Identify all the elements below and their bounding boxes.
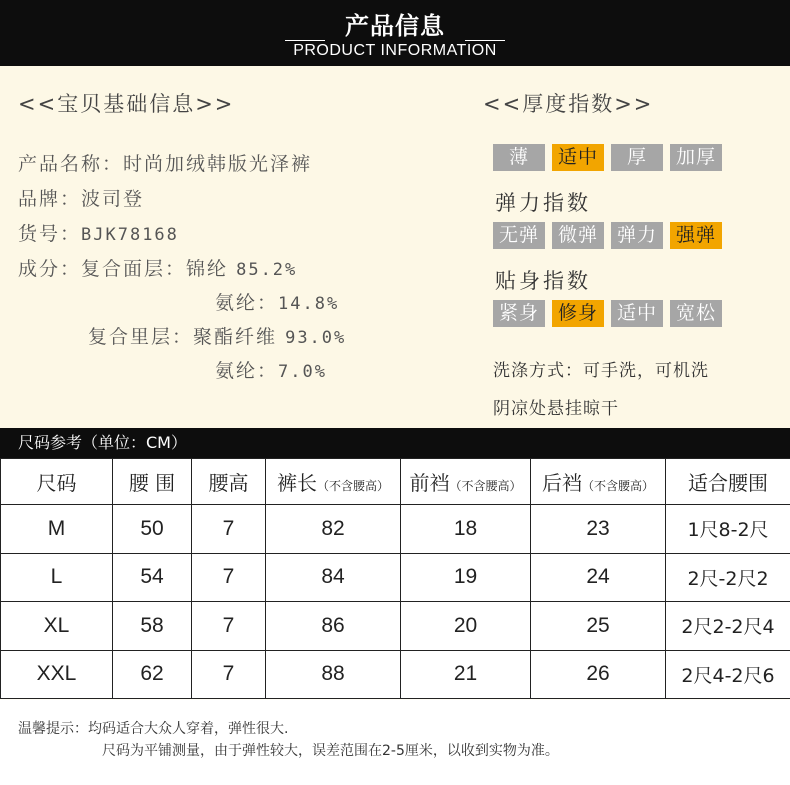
composition-outer-1	[18, 254, 297, 281]
size-cell: L	[1, 553, 113, 602]
composition-label: 成分：	[18, 258, 82, 280]
inner-fiber-1: 聚酯纤维	[193, 326, 278, 348]
size-col-header	[401, 459, 531, 505]
sku-value: BJK78168	[81, 225, 179, 245]
size-cell: M	[1, 505, 113, 554]
size-col-label: 后裆	[541, 471, 582, 495]
size-cell: 26	[531, 650, 666, 699]
index-chip-selected: 强弹	[670, 222, 722, 249]
size-col-label: 尺码	[36, 471, 77, 495]
fit-chips	[493, 300, 722, 327]
size-cell: 7	[192, 650, 266, 699]
size-col-label: 适合腰围	[688, 471, 768, 495]
index-chip: 微弹	[552, 222, 604, 249]
header-banner	[0, 0, 790, 66]
index-chip-selected: 适中	[552, 144, 604, 171]
size-cell: 23	[531, 505, 666, 554]
size-table-body	[1, 505, 790, 699]
size-cell: 2尺4-2尺6	[666, 650, 790, 699]
size-cell: XXL	[1, 650, 113, 699]
inner-label: 复合里层：	[88, 326, 194, 348]
size-cell: 2尺-2尺2	[666, 553, 790, 602]
tip-line-2: 尺码为平铺测量，由于弹性较大，误差范围在2-5厘米，以收到实物为准。	[102, 743, 559, 759]
wash-method: 洗涤方式：可手洗，可机洗	[493, 361, 709, 381]
size-col-label: 前裆	[409, 471, 450, 495]
index-chip: 厚	[611, 144, 663, 171]
size-col-header	[192, 459, 266, 505]
size-cell: 86	[266, 602, 401, 651]
size-col-header	[1, 459, 113, 505]
outer-fiber-2: 氨纶：	[215, 292, 279, 314]
composition-outer-2	[215, 288, 339, 315]
size-cell: 25	[531, 602, 666, 651]
page-subtitle: PRODUCT INFORMATION	[293, 42, 497, 59]
inner-pct-2: 7.0%	[278, 362, 327, 382]
size-cell: 82	[266, 505, 401, 554]
notes	[0, 700, 790, 785]
size-col-label: 裤长	[276, 471, 317, 495]
dry-method: 阴凉处悬挂晾干	[493, 399, 619, 419]
size-cell: 50	[113, 505, 192, 554]
tip-line-1: 温馨提示：均码适合大众人穿着，弹性很大.	[18, 721, 289, 737]
composition-inner-1	[88, 322, 346, 349]
index-chip: 宽松	[670, 300, 722, 327]
brand: 品牌：波司登	[18, 188, 145, 210]
size-col-header	[666, 459, 790, 505]
size-col-label: 腰 围	[128, 471, 176, 495]
size-cell: 24	[531, 553, 666, 602]
inner-pct-1: 93.0%	[285, 328, 347, 348]
size-col-header	[531, 459, 666, 505]
index-chip: 无弹	[493, 222, 545, 249]
index-chip: 薄	[493, 144, 545, 171]
index-chip: 适中	[611, 300, 663, 327]
index-chip: 弹力	[611, 222, 663, 249]
product-name: 产品名称：时尚加绒韩版光泽裤	[18, 153, 313, 175]
title-rule-right	[465, 40, 505, 41]
stretch-chips	[493, 222, 722, 249]
outer-fiber-1: 锦纶	[186, 258, 229, 280]
inner-fiber-2: 氨纶：	[215, 360, 279, 382]
fit-title: 贴身指数	[495, 269, 591, 293]
page-title: 产品信息	[345, 12, 445, 40]
size-cell: 58	[113, 602, 192, 651]
size-row	[1, 602, 790, 651]
composition-inner-2	[215, 356, 327, 383]
size-table	[0, 458, 790, 699]
stretch-title: 弹力指数	[495, 191, 591, 215]
size-row	[1, 505, 790, 554]
sku	[18, 219, 179, 246]
product-info-panel	[0, 66, 790, 428]
size-cell: 20	[401, 602, 531, 651]
size-col-label: 腰高	[208, 471, 249, 495]
size-reference-title: 尺码参考（单位：CM）	[0, 428, 790, 458]
basic-info-title: <<宝贝基础信息>>	[18, 92, 235, 116]
sku-label: 货号：	[18, 223, 82, 245]
size-cell: 62	[113, 650, 192, 699]
size-cell: 7	[192, 553, 266, 602]
size-cell: 88	[266, 650, 401, 699]
size-cell: 2尺2-2尺4	[666, 602, 790, 651]
size-table-header	[1, 459, 790, 505]
index-chip: 加厚	[670, 144, 722, 171]
outer-label: 复合面层：	[81, 258, 187, 280]
size-cell: 18	[401, 505, 531, 554]
thickness-title: <<厚度指数>>	[483, 92, 654, 116]
size-cell: 84	[266, 553, 401, 602]
title-rule-left	[285, 40, 325, 41]
size-row	[1, 553, 790, 602]
index-chip-selected: 修身	[552, 300, 604, 327]
size-cell: XL	[1, 602, 113, 651]
size-cell: 54	[113, 553, 192, 602]
size-cell: 7	[192, 505, 266, 554]
outer-pct-1: 85.2%	[236, 260, 298, 280]
size-col-header	[266, 459, 401, 505]
size-row	[1, 650, 790, 699]
size-col-header	[113, 459, 192, 505]
size-cell: 7	[192, 602, 266, 651]
size-col-note: （不含腰高）	[581, 479, 654, 493]
thickness-chips	[493, 144, 722, 171]
size-col-note: （不含腰高）	[316, 479, 389, 493]
size-cell: 19	[401, 553, 531, 602]
outer-pct-2: 14.8%	[278, 294, 340, 314]
size-cell: 21	[401, 650, 531, 699]
index-chip: 紧身	[493, 300, 545, 327]
size-cell: 1尺8-2尺	[666, 505, 790, 554]
size-col-note: （不含腰高）	[449, 479, 522, 493]
